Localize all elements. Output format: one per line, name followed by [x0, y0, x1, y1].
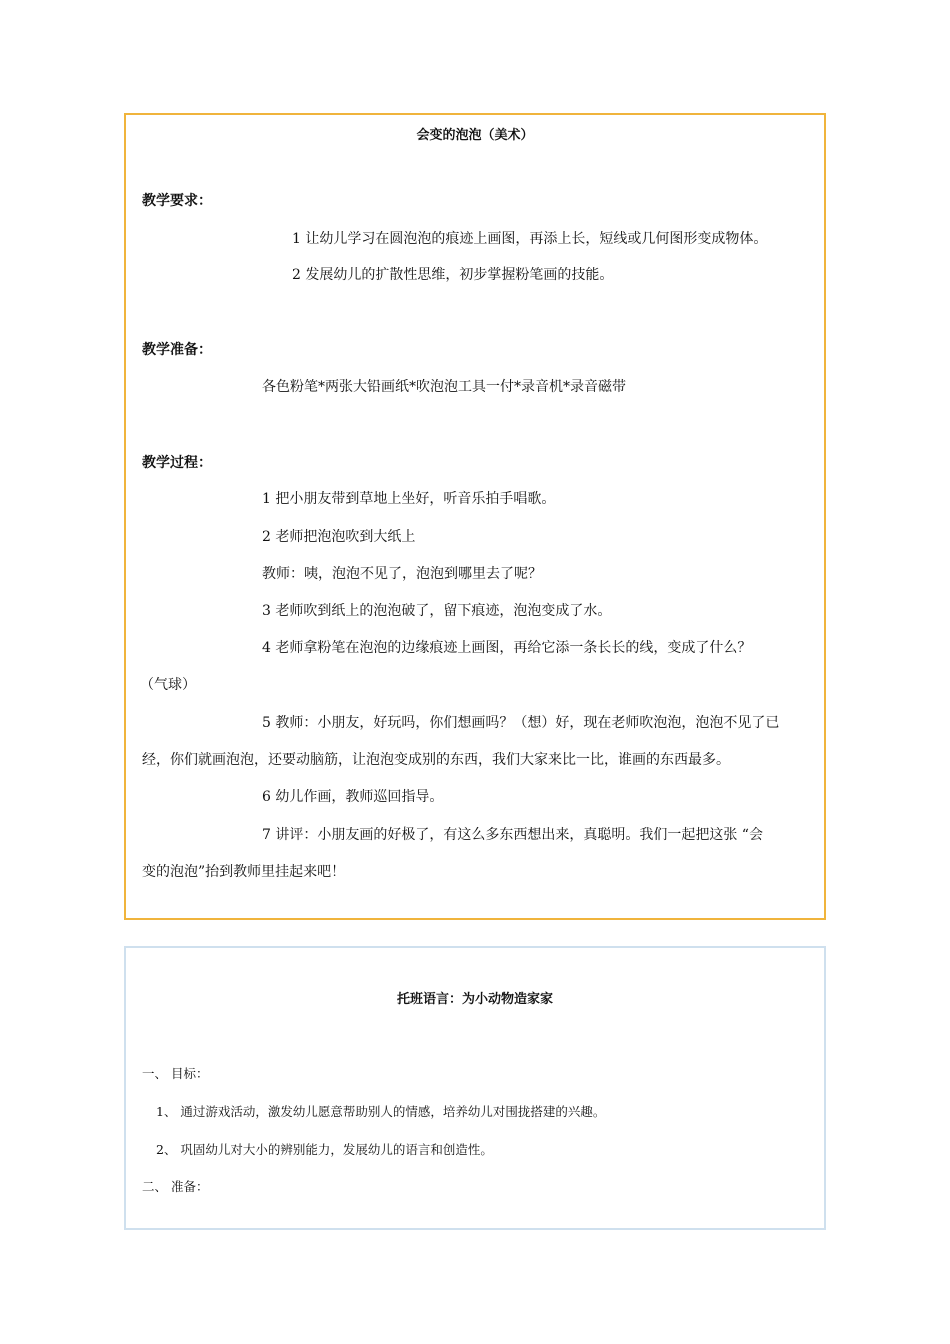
process-step: 3 老师吹到纸上的泡泡破了，留下痕迹，泡泡变成了水。 — [262, 603, 612, 619]
preparation-text: 各色粉笔*两张大铅画纸*吹泡泡工具一付*录音机*录音磁带 — [262, 379, 626, 395]
goal-item: 1、 通过游戏活动，激发幼儿愿意帮助别人的情感，培养幼儿对围拢搭建的兴趣。 — [156, 1104, 606, 1119]
lesson-title: 托班语言：为小动物造家家 — [396, 992, 553, 1007]
goal-item: 2、 巩固幼儿对大小的辨别能力，发展幼儿的语言和创造性。 — [156, 1142, 493, 1157]
process-step-continued: （气球） — [140, 677, 196, 693]
requirement-item: 1 让幼儿学习在圆泡泡的痕迹上画图，再添上长，短线或几何图形变成物体。 — [292, 231, 768, 247]
process-step: 教师：咦，泡泡不见了，泡泡到哪里去了呢？ — [262, 566, 542, 582]
process-step-continued: 经，你们就画泡泡，还要动脑筋，让泡泡变成别的东西，我们大家来比一比，谁画的东西最多。 — [142, 752, 730, 768]
process-step: 1 把小朋友带到草地上坐好，听音乐拍手唱歌。 — [262, 491, 556, 507]
process-step: 4 老师拿粉笔在泡泡的边缘痕迹上画图，再给它添一条长长的线，变成了什么？ — [262, 640, 752, 656]
preparation-heading: 教学准备： — [142, 342, 212, 358]
requirements-heading: 教学要求： — [142, 193, 212, 209]
section-heading: 二、 准备： — [142, 1179, 209, 1194]
process-step: 7 讲评：小朋友画的好极了，有这么多东西想出来，真聪明。我们一起把这张 “会 — [262, 827, 763, 843]
process-heading: 教学过程： — [142, 455, 212, 471]
section-heading: 一、 目标： — [142, 1066, 209, 1081]
lesson-title: 会变的泡泡（美术） — [416, 128, 534, 143]
requirement-item: 2 发展幼儿的扩散性思维，初步掌握粉笔画的技能。 — [292, 267, 614, 283]
process-step: 2 老师把泡泡吹到大纸上 — [262, 529, 416, 545]
process-step: 6 幼儿作画，教师巡回指导。 — [262, 789, 444, 805]
process-step: 5 教师：小朋友，好玩吗，你们想画吗？（想）好，现在老师吹泡泡，泡泡不见了已 — [262, 715, 780, 731]
lesson-card-bubbles — [124, 113, 826, 920]
process-step-continued: 变的泡泡”抬到教师里挂起来吧！ — [142, 864, 346, 880]
lesson-card-animal-homes — [124, 946, 826, 1230]
